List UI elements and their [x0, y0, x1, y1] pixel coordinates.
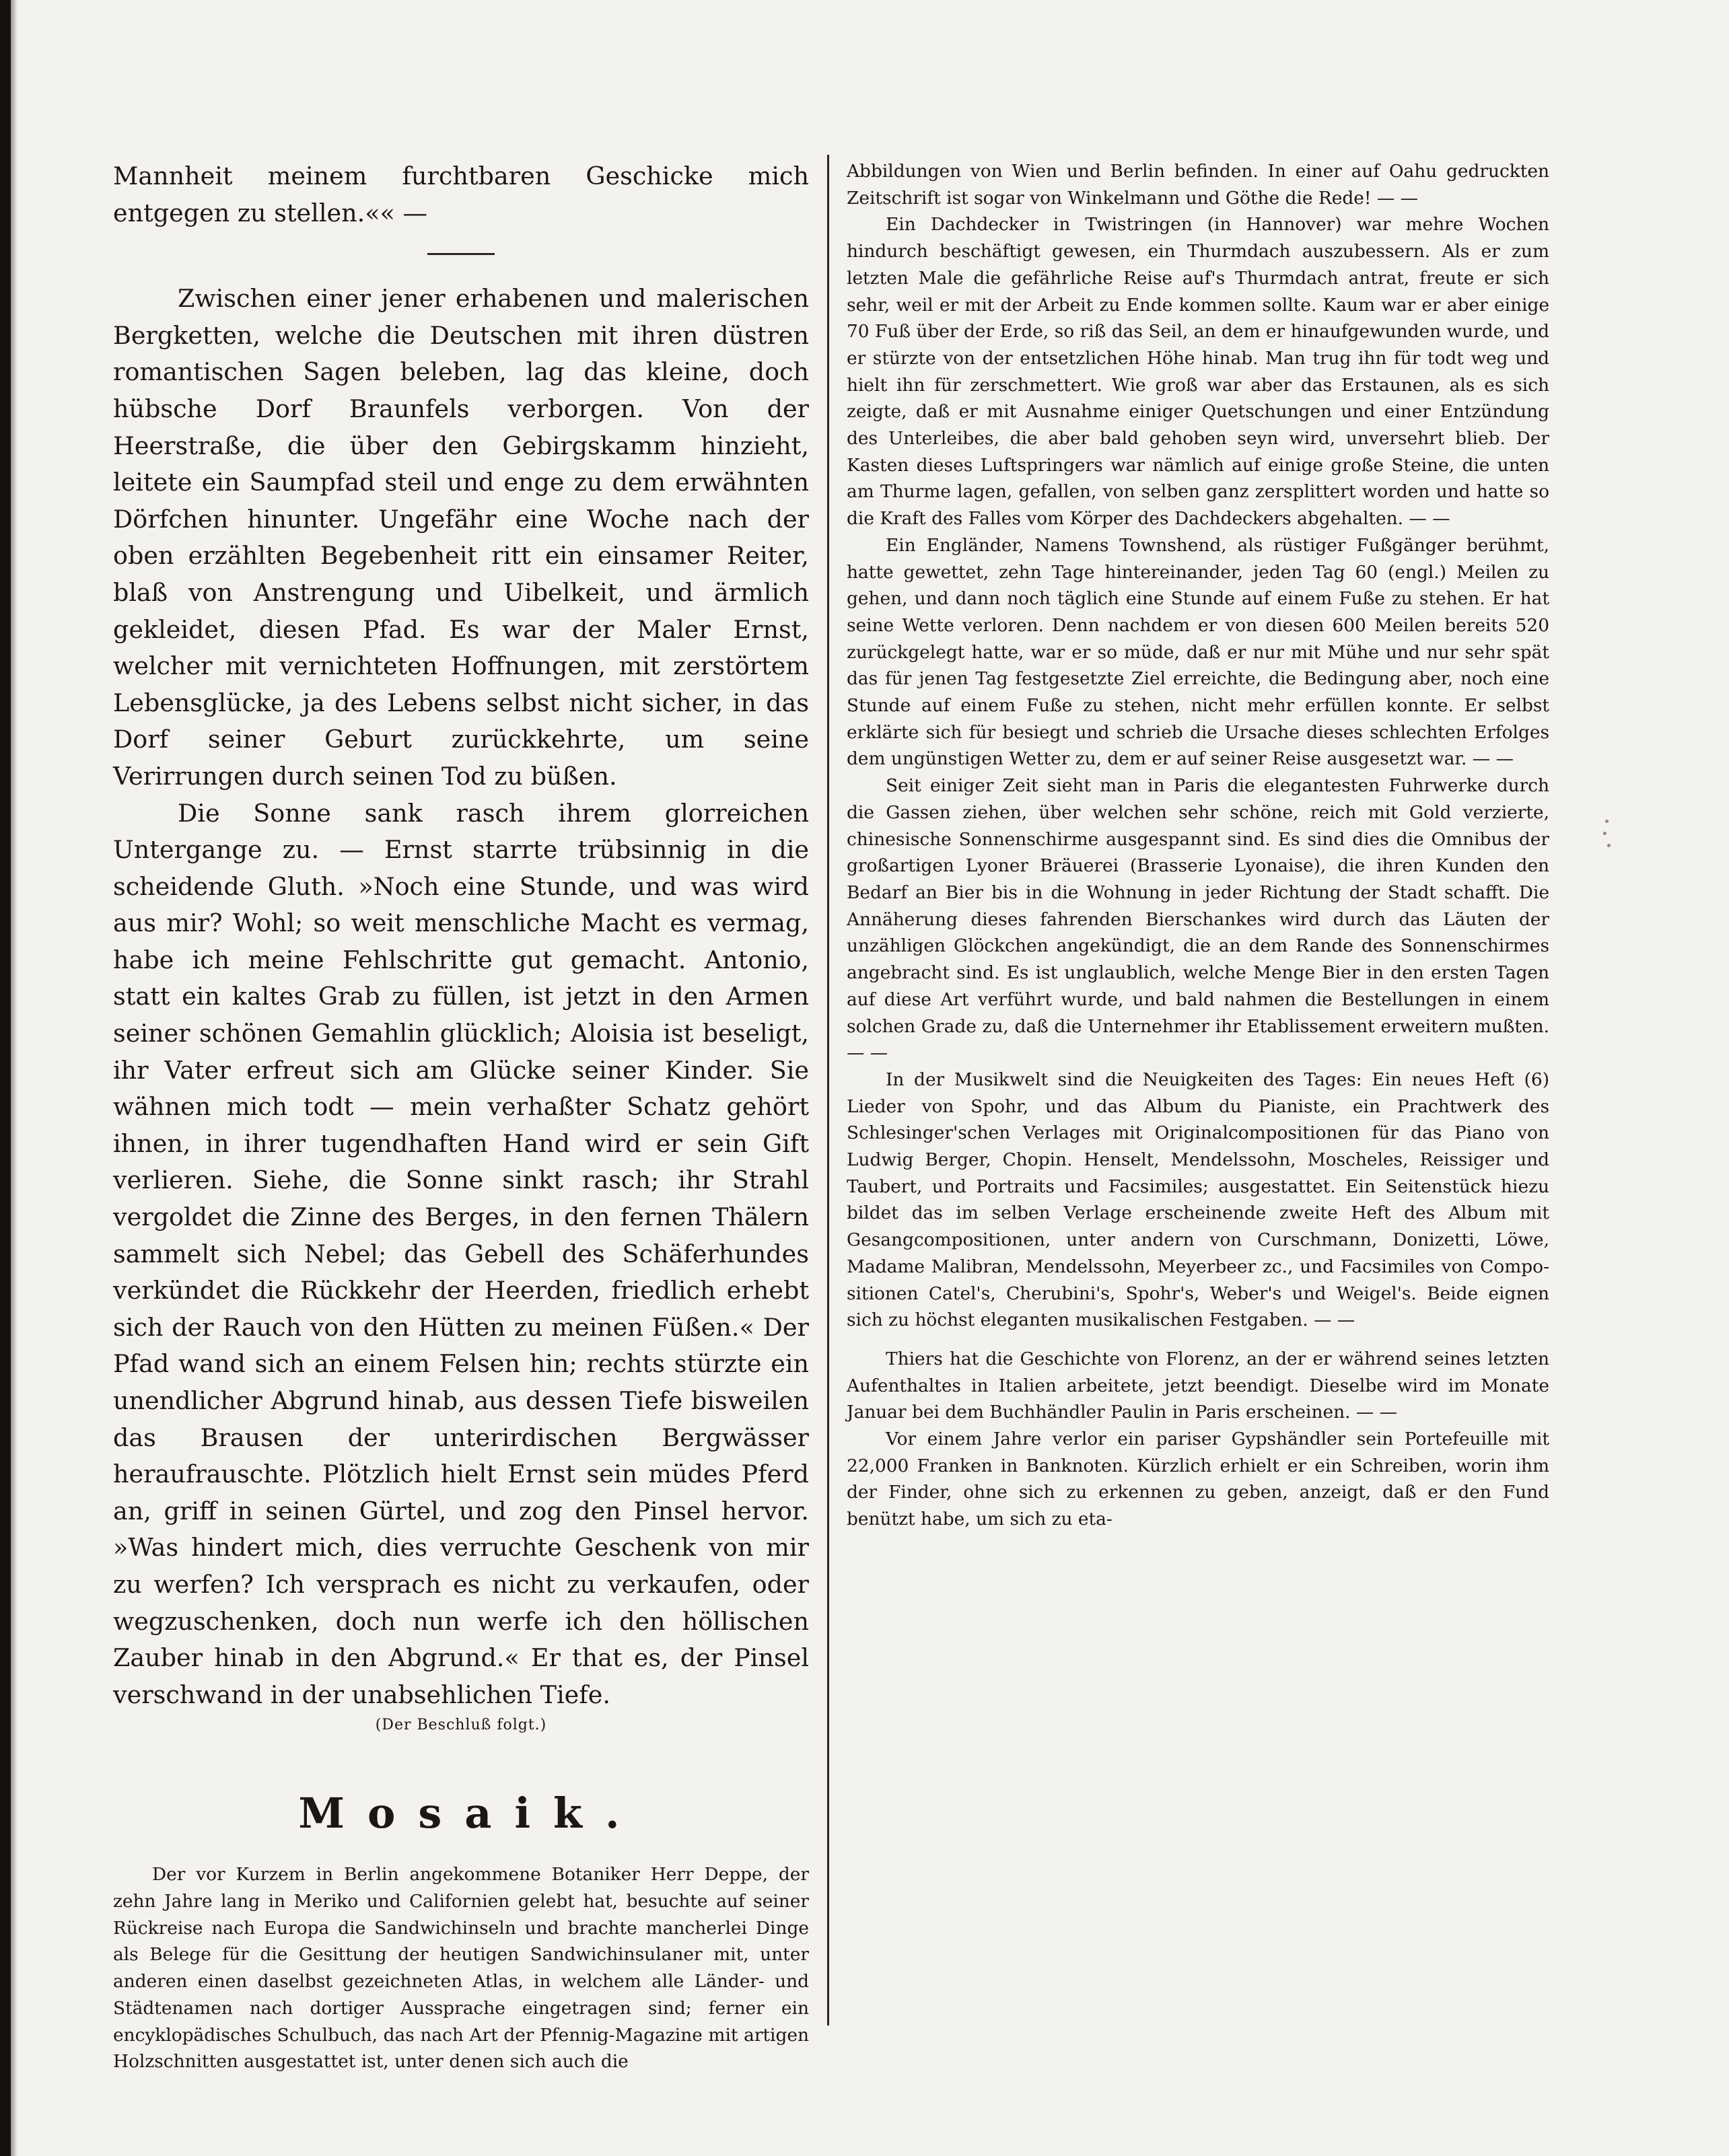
- news-paragraph: In der Musikwelt sind die Neuigkeiten des Tages: Ein neues Heft (6) Lieder von Spohr, und das Album du Pianiste, ein Prachtwerk des Schlesinger'schen Verlages mit Originalcompositionen für das Piano von Ludwig Berger, Chopin. Henselt, Mendelssohn, Moscheles, Reissiger und Taubert, und Portraits und Facsimiles; ausgestattet. Ein Seitenstück hiezu bildet das im selben Verlage erscheinende zweite Heft des Album mit Gesangcompositionen, unter andern von Curschmann, Donizetti, Löwe, Madame Malibran, Mendelssohn, Meyerbeer zc., und Facsimiles von Compositionen Catel's, Cherubini's, Spohr's, Weber's und Weigel's. Beide eignen sich zu höchst eleganten musikalischen Festgaben. — —: [847, 1069, 1549, 1331]
- story-text: [113, 158, 809, 1713]
- page-binding-shadow: [11, 0, 17, 2156]
- paper-speck: [1607, 844, 1611, 847]
- news-paragraph: Ein Engländer, Namens Townshend, als rüstiger Fußgänger berühmt, hatte gewettet, zehn Tage hintereinander, jeden Tag 60 (engl.) Meilen zu gehen, und dann noch täglich eine Stunde auf einem Fuße zu stehen. Er hat seine Wette verloren. Denn nachdem er von diesen 600 Meilen bereits 520 zurückgelegt hatte, war er so müde, daß er nur mit Mühe und nur sehr spät das für jenen Tag festgesetzte Ziel erreichte, die Bedingung aber, noch eine Stunde auf einem Fuße zu stehen, nicht mehr erfüllen konnte. Er selbst erklärte sich für besiegt und schrieb die Ursache dieses schlechten Erfolges dem ungünstigen Wetter zu, dem er auf seiner Reise ausgesetzt war. — —: [847, 534, 1549, 770]
- column-rule: [827, 155, 829, 2025]
- mosaik-paragraph: Der vor Kurzem in Berlin angekommene Botaniker Herr Deppe, der zehn Jahre lang in Meriko und Californien gelebt hat, besuchte auf seiner Rückreise nach Europa die Sandwichinseln und brachte mancherlei Dinge als Belege für die Gesittung der heutigen Sandwichinsulaner mit, unter anderen einen daselbst gezeichneten Atlas, in welchem alle Länder- und Städtenamen nach dortiger Aussprache eingetragen sind; ferner ein encyklopädisches Schulbuch, das nach Art der Pfennig-Magazine mit artigen Holzschnitten ausgestattet ist, unter denen sich auch die: [113, 1864, 809, 2073]
- section-divider: [427, 253, 495, 255]
- news-paragraph: Seit einiger Zeit sieht man in Paris die elegantesten Fuhrwerke durch die Gassen ziehen, über welchen sehr schöne, reich mit Gold verzierte, chinesische Sonnenschirme ausgespannt sind. Es sind dies die Omnibus der großartigen Lyoner Bräuerei (Brasserie Lyonaise), die ihren Kunden den Bedarf an Bier bis in die Wohnung in jeder Richtung der Stadt schafft. Die Annäherung dieses fahrenden Bierschankes wird durch das Läuten der unzähligen Glöckchen angekündigt, die an dem Rande des Sonnenschirmes angebracht sind. Es ist unglaublich, welche Menge Bier in den ersten Tagen auf diese Art verführt wurde, und bald nahmen die Bestellungen in einem solchen Grade zu, daß die Unternehmer ihr Etablissement erweitern mußten. — —: [847, 775, 1549, 1064]
- story-paragraph: Mannheit meinem furchtbaren Geschicke mich entgegen zu stellen.«« —: [113, 161, 809, 227]
- paragraph-gap: [847, 1334, 1549, 1346]
- page-binding-edge: [0, 0, 11, 2156]
- paper-speck: [1603, 832, 1607, 835]
- story-paragraph: Zwischen einer jener erhabenen und malerischen Bergketten, welche die Deutschen mit ihren düstren romantischen Sagen beleben, lag das kleine, doch hübsche Dorf Braunfels verborgen. Von der Heerstraße, die über den Gebirgskamm hinzieht, leitete ein Saumpfad steil und enge zu dem erwähnten Dörfchen hinunter. Ungefähr eine Woche nach der oben erzählten Begebenheit ritt ein einsamer Reiter, blaß von Anstrengung und Uibelkeit, und ärmlich gekleidet, diesen Pfad. Es war der Maler Ernst, welcher mit vernichteten Hoffnungen, mit zerstörtem Lebensglücke, ja des Lebens selbst nicht sicher, in das Dorf seiner Geburt zurückkehrte, um seine Verirrungen durch seinen Tod zu büßen.: [113, 284, 809, 791]
- news-paragraph: Abbildungen von Wien und Berlin befinden. In einer auf Oahu gedruckten Zeitschrift ist sogar von Winkelmann und Göthe die Rede! — —: [847, 161, 1549, 209]
- right-column: [847, 158, 1549, 1533]
- left-column: [113, 158, 809, 2075]
- mosaik-text: [113, 1861, 809, 2075]
- news-paragraph: Vor einem Jahre verlor ein pariser Gypshändler sein Portefeuille mit 22,000 Franken in Banknoten. Kürzlich erhielt er ein Schreiben, worin ihm der Finder, ohne sich zu erkennen zu geben, anzeigt, daß er den Fund benützt habe, um sich zu eta-: [847, 1429, 1549, 1530]
- section-title-mosaik: Mosaik.: [298, 1789, 643, 1838]
- paper-speck: [1605, 820, 1609, 823]
- story-paragraph: Die Sonne sank rasch ihrem glorreichen Untergange zu. — Ernst starrte trübsinnig in die scheidende Gluth. »Noch eine Stunde, und was wird aus mir? Wohl; so weit menschliche Macht es vermag, habe ich meine Fehlschritte gut gemacht. Antonio, statt ein kaltes Grab zu füllen, ist jetzt in den Armen seiner schönen Gemahlin glücklich; Aloisia ist beseligt, ihr Vater erfreut sich am Glücke seiner Kinder. Sie wähnen mich todt — mein verhaßter Schatz gehört ihnen, in ihrer tugendhaften Hand wird er sein Gift verlieren. Siehe, die Sonne sinkt rasch; ihr Strahl vergoldet die Zinne des Berges, in den fernen Thälern sammelt sich Nebel; das Gebell des Schäferhundes verkündet die Rückkehr der Heerden, friedlich erhebt sich der Rauch von den Hütten zu meinen Füßen.« Der Pfad wand sich an einem Felsen hin; rechts stürzte ein unendlicher Abgrund hinab, aus dessen Tiefe bisweilen das Brausen der unterirdischen Bergwässer heraufrauschte. Plötzlich hielt Ernst sein müdes Pferd an, griff in seinen Gürtel, und zog den Pinsel hervor. »Was hindert mich, dies verruchte Geschenk von mir zu werfen? Ich versprach es nicht zu verkaufen, oder wegzuschenken, doch nun werfe ich den höllischen Zauber hinab in den Abgrund.« Er that es, der Pinsel verschwand in der unabsehlichen Tiefe.: [113, 798, 809, 1709]
- news-paragraph: Thiers hat die Geschichte von Florenz, an der er während seines letzten Aufenthaltes in Italien arbeitete, jetzt beendigt. Dieselbe wird im Monate Januar bei dem Buchhändler Paulin in Paris erscheinen. — —: [847, 1348, 1549, 1423]
- news-paragraph: Ein Dachdecker in Twistringen (in Hannover) war mehre Wochen hindurch beschäftigt gewesen, ein Thurmdach auszubessern. Als er zum letzten Male die gefährliche Reise auf's Thurmdach antrat, freute er sich sehr, weil er mit der Arbeit zu Ende kommen sollte. Kaum war er aber einige 70 Fuß über der Erde, so riß das Seil, an dem er hinaufgewunden wurde, und er stürzte von der entsetzlichen Höhe hinab. Man trug ihn für todt weg und hielt ihn für zerschmettert. Wie groß war aber das Erstaunen, als es sich zeigte, daß er mit Ausnahme einiger Quetschungen und einer Entzündung des Unterleibes, die aber bald gehoben seyn wird, unversehrt blieb. Der Kasten dieses Luftspringers war nämlich auf einige große Steine, die unten am Thurme lagen, gefallen, von selben ganz zersplittert worden und hatte so die Kraft des Falles vom Körper des Dachdeckers abgehalten. — —: [847, 214, 1549, 530]
- continued-note: (Der Beschluß folgt.): [375, 1717, 547, 1734]
